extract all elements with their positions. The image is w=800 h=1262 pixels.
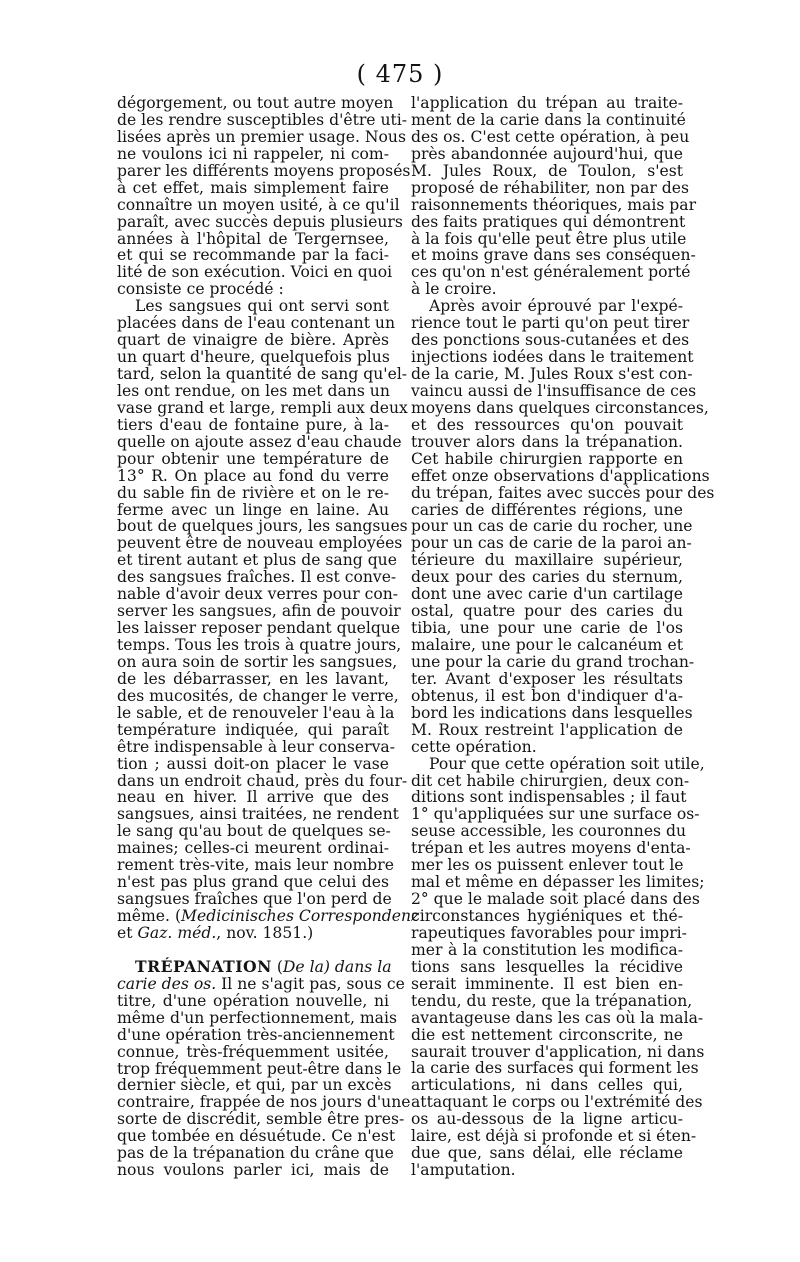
text-line: quelle on ajoute assez d'eau chaude — [117, 432, 402, 451]
text-line: raisonnements théoriques, mais par — [411, 195, 697, 214]
text-line: laire, est déjà si profonde et si éten- — [411, 1127, 697, 1146]
left-column — [117, 94, 420, 1180]
text-line: dans un endroit chaud, près du four- — [117, 771, 408, 790]
text-line: le sang qu'au bout de quelques se- — [117, 822, 391, 841]
text-line: n'est pas plus grand que celui des — [117, 873, 389, 892]
text-line: même d'un perfectionnement, mais — [117, 1008, 397, 1027]
text-line: sorte de discrédit, semble être pres- — [117, 1110, 405, 1129]
text-line: trouver alors dans la trépanation. — [411, 432, 683, 451]
text-line: du trépan, faites avec succès pour des — [411, 483, 715, 502]
text-line: peuvent être de nouveau employées — [117, 534, 403, 553]
text-run: , nov. 1851.) — [216, 923, 314, 942]
text-line: consiste ce procédé : — [117, 280, 284, 299]
text-line: mer les os puissent enlever tout le — [411, 856, 684, 875]
text-line: ces qu'on n'est généralement porté — [411, 263, 691, 282]
text-line: injections iodées dans le traitement — [411, 348, 694, 367]
text-run: De la) dans la — [282, 957, 392, 976]
text-line: pour un cas de carie de la paroi an- — [411, 534, 692, 553]
text-line — [117, 974, 405, 993]
text-line: dont une avec carie d'un cartilage — [411, 585, 683, 604]
text-line: maines; celles-ci meurent ordinai- — [117, 839, 389, 858]
text-line: la carie des surfaces qui forment les — [411, 1059, 699, 1078]
text-line: d'une opération très-anciennement — [117, 1025, 395, 1044]
text-line: ferme avec un linge en laine. Au — [117, 500, 389, 519]
text-run: TRÉPANATION — [135, 956, 272, 976]
text-line: 1° qu'appliquées sur une surface os- — [411, 805, 700, 824]
text-line: les ont rendue, on les met dans un — [117, 381, 390, 400]
text-line: parer les différents moyens proposés — [117, 161, 411, 180]
text-line: à la fois qu'elle peut être plus utile — [411, 229, 687, 248]
text-line: quart de vinaigre de bière. Après — [117, 331, 389, 350]
text-line: temps. Tous les trois à quatre jours, — [117, 636, 402, 654]
text-line: dit cet habile chirurgien, deux con- — [411, 771, 690, 790]
text-line: des os. C'est cette opération, à peu — [411, 127, 690, 146]
text-line: rapeutiques favorables pour impri- — [411, 923, 687, 942]
text-line: malaire, une pour le calcanéum et — [411, 636, 683, 654]
text-line: tibia, une pour une carie de l'os — [411, 619, 683, 638]
text-line: tiers d'eau de fontaine pure, à la- — [117, 415, 389, 434]
text-line: caries de différentes régions, une — [411, 500, 683, 519]
text-line: sangsues, ainsi traitées, ne rendent — [117, 805, 399, 824]
page-number: ( 475 ) — [356, 60, 444, 88]
text-line: obtenus, il est bon d'indiquer d'a- — [411, 686, 683, 705]
text-line: le sable, et de renouveler l'eau à la — [117, 703, 395, 722]
text-line: des ponctions sous-cutanées et des — [411, 331, 690, 350]
text-line: mal et même en dépasser les limites; — [411, 873, 705, 892]
text-line: placées dans de l'eau contenant un — [117, 314, 396, 333]
right-column — [411, 94, 715, 1180]
text-line: trépan et les autres moyens d'enta- — [411, 839, 691, 858]
text-line: années à l'hôpital de Tergernsee, — [117, 229, 389, 248]
text-line: tard, selon la quantité de sang qu'el- — [117, 365, 408, 383]
text-line: Les sangsues qui ont servi sont — [135, 297, 389, 316]
text-line: térieure du maxillaire supérieur, — [411, 551, 683, 570]
text-line: dégorgement, ou tout autre moyen — [117, 94, 394, 112]
text-line — [117, 925, 389, 942]
text-line: die est nettement circonscrite, ne — [411, 1025, 683, 1044]
text-line: ment de la carie dans la continuité — [411, 110, 686, 129]
text-line: ditions sont indispensables ; il faut — [411, 788, 687, 807]
text-line: M. Jules Roux, de Toulon, s'est — [411, 161, 683, 180]
text-line — [117, 907, 420, 925]
text-line: pour obtenir une température de — [117, 449, 389, 468]
text-line: que tombée en désuétude. Ce n'est — [117, 1127, 396, 1146]
text-line: on aura soin de sortir les sangsues, — [117, 652, 398, 671]
text-line: des faits pratiques qui démontrent — [411, 212, 686, 231]
text-line: des sangsues fraîches. Il est conve- — [117, 568, 397, 587]
text-line: rement très-vite, mais leur nombre — [117, 856, 394, 875]
text-run: même. ( — [117, 907, 182, 925]
text-line: neau en hiver. Il arrive que des — [117, 788, 389, 807]
text-line: vaincu aussi de l'insuffisance de ces — [411, 381, 697, 400]
text-line: tendu, du reste, que la trépanation, — [411, 991, 693, 1010]
text-line: et tirent autant et plus de sang que — [117, 551, 397, 570]
text-line: ter. Avant d'exposer les résultats — [411, 669, 683, 688]
text-line: Cet habile chirurgien rapporte en — [411, 449, 683, 468]
text-line: tions sans lesquelles la récidive — [411, 957, 683, 976]
text-line: à le croire. — [411, 280, 497, 299]
text-line: connaître un moyen usité, à ce qu'il — [117, 195, 400, 214]
text-line: rience tout le parti qu'on peut tirer — [411, 314, 690, 333]
text-line — [117, 956, 392, 976]
text-line: nable d'avoir deux verres pour con- — [117, 585, 399, 604]
text-line: proposé de réhabiliter, non par des — [411, 178, 689, 197]
text-line: saurait trouver d'application, ni dans — [411, 1042, 705, 1061]
text-line: ne voulons ici ni rappeler, ni com- — [117, 144, 389, 163]
text-line: et moins grave dans ses conséquen- — [411, 246, 696, 265]
text-run: ( — [271, 957, 283, 976]
text-line: os au-dessous de la ligne articu- — [411, 1110, 683, 1129]
text-line: ostal, quatre pour des caries du — [411, 602, 683, 621]
text-line: à cet effet, mais simplement faire — [117, 178, 389, 197]
text-line: paraît, avec succès depuis plusieurs — [117, 212, 403, 231]
text-line: lité de son exécution. Voici en quoi — [117, 263, 393, 282]
text-line: dernier siècle, et qui, par un excès — [117, 1076, 392, 1095]
text-line: serait imminente. Il est bien en- — [411, 974, 683, 993]
text-line: effet onze observations d'applications — [411, 466, 710, 485]
text-line: les laisser reposer pendant quelque — [117, 619, 401, 638]
text-line: nous voulons parler ici, mais de — [117, 1161, 389, 1180]
text-line: vase grand et large, rempli aux deux — [117, 398, 408, 417]
text-line: tion ; aussi doit-on placer le vase — [117, 754, 389, 773]
text-line: bord les indications dans lesquelles — [411, 703, 693, 722]
text-line: près abandonnée aujourd'hui, que — [411, 144, 683, 163]
text-line: attaquant le corps ou l'extrémité des — [411, 1093, 703, 1112]
text-line: deux pour des caries du sternum, — [411, 568, 683, 587]
text-line: être indispensable à leur conserva- — [117, 737, 395, 756]
text-line: et des ressources qu'on pouvait — [411, 415, 683, 434]
text-line: lisées après un premier usage. Nous — [117, 127, 406, 146]
text-run: Medicinisches Correspondenz — [181, 907, 420, 925]
text-run: Gaz. méd. — [137, 923, 217, 942]
text-line: due que, sans délai, elle réclame — [411, 1144, 683, 1163]
text-line: cette opération. — [411, 737, 537, 756]
text-line: contraire, frappée de nos jours d'une — [117, 1093, 411, 1112]
text-line: des mucosités, de changer le verre, — [117, 686, 399, 705]
text-line: un quart d'heure, quelquefois plus — [117, 348, 390, 367]
text-line: Pour que cette opération soit utile, — [429, 754, 705, 773]
text-line: une pour la carie du grand trochan- — [411, 652, 695, 671]
text-run: carie des os. — [117, 974, 217, 993]
text-line: 2° que le malade soit placé dans des — [411, 890, 700, 909]
text-run: et — [117, 923, 138, 942]
text-line: l'amputation. — [411, 1161, 516, 1180]
text-line: avantageuse dans les cas où la mala- — [411, 1008, 704, 1027]
text-line: sangsues fraîches que l'on perd de — [117, 890, 392, 909]
text-line: circonstances hygiéniques et thé- — [411, 907, 683, 925]
text-line: de les rendre susceptibles d'être uti- — [117, 110, 408, 129]
text-line: 13° R. On place au fond du verre — [117, 466, 389, 485]
text-line: du sable fin de rivière et on le re- — [117, 483, 389, 502]
text-line: Après avoir éprouvé par l'expé- — [429, 297, 683, 316]
text-run: Il ne s'agit pas, sous ce — [216, 974, 405, 993]
text-line: de les débarrasser, en les lavant, — [117, 669, 389, 688]
text-line: moyens dans quelques circonstances, — [411, 398, 709, 417]
text-line: pas de la trépanation du crâne que — [117, 1144, 394, 1163]
text-line: M. Roux restreint l'application de — [411, 720, 683, 739]
text-line: articulations, ni dans celles qui, — [411, 1076, 683, 1095]
text-line: server les sangsues, afin de pouvoir — [117, 602, 401, 621]
text-line: bout de quelques jours, les sangsues — [117, 517, 408, 536]
text-line: mer à la constitution les modifica- — [411, 940, 683, 959]
text-line: température indiquée, qui paraît — [117, 720, 389, 739]
text-line: et qui se recommande par la faci- — [117, 246, 389, 265]
text-line: de la carie, M. Jules Roux s'est con- — [411, 365, 693, 383]
text-line: seuse accessible, les couronnes du — [411, 822, 687, 841]
text-line: titre, d'une opération nouvelle, ni — [117, 991, 389, 1010]
text-line: connue, très-fréquemment usitée, — [117, 1042, 389, 1061]
text-line: l'application du trépan au traite- — [411, 94, 683, 112]
text-line: trop fréquemment peut-être dans le — [117, 1059, 402, 1078]
text-line: pour un cas de carie du rocher, une — [411, 517, 693, 536]
